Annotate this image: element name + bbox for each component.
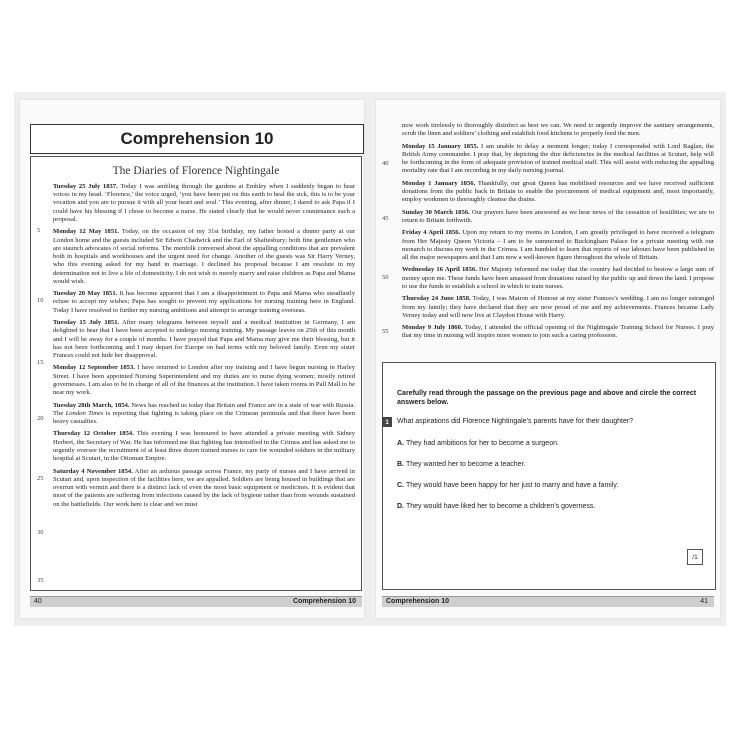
line-number: 35 <box>37 577 44 584</box>
right-page <box>376 100 720 618</box>
line-number: 10 <box>37 297 44 304</box>
question-text: What aspirations did Florence Nightingale’s parents have for their daughter? <box>397 418 634 425</box>
answer-option-c[interactable]: C. They would have been happy for her just to marry and have a family. <box>397 482 619 489</box>
diary-entry <box>53 290 355 315</box>
question-number: 1 <box>382 417 392 427</box>
entry-text: now work tirelessly to thoroughly disinfect as best we can. We need to urgently improve the sanitary arrangements, scrub the linen and soldiers’ clothing and establish food kitchens to properly feed the men. <box>402 122 714 138</box>
entry-text: News has reached us today that Britain and France are in a state of war with Russia. The <box>53 401 355 417</box>
passage-box <box>30 156 362 591</box>
line-number: 15 <box>37 359 44 366</box>
entry-date: Friday 4 April 1856. <box>402 229 461 237</box>
entry-text: This evening I was honoured to have attended a private meeting with Sidney Herbert, the Secretary of War. He has informed me that fighting has intensified in the Crimea and has asked me to urgently oversee the recruitment of at least three dozen trained nurses to care for wounded soldiers in the military hospital at Scutari, in the Ottoman Empire. <box>53 430 355 463</box>
entry-date: Monday 9 July 1860. <box>402 324 463 332</box>
entry-text: It has become apparent that I am a disappointment to Papa and Mama who steadfastly refuse to accept my wishes; Papa has sought to prevent my applications for nursing training here in England. Today I have resolved to further my nursing ambitions and attempt to arrange training overseas. <box>53 290 355 314</box>
entry-text: After an arduous passage across France, my party of nurses and I have arrived in Scutari and, upon inspection of the facilities here, we are appalled. Soldiers are being housed in buildings that are overrun with vermin and there is a distinct lack of even the most basic equipment or medicines. It is evident that most of the patients are suffering from infections caused by the lack of hygiene rather than from wounds sustained on the battlefields. Our work here is clear and we must <box>53 467 355 508</box>
answer-option-a[interactable]: A. They had ambitions for her to become a surgeon. <box>397 440 559 447</box>
diary-entry <box>402 143 714 176</box>
entry-date: Saturday 4 November 1854. <box>53 467 133 475</box>
footer-title: Comprehension 10 <box>292 598 356 605</box>
page-number: 41 <box>700 598 708 605</box>
line-number: 45 <box>382 215 389 222</box>
answer-option-d[interactable]: D. They would have liked her to become a children’s governess. <box>397 503 596 510</box>
diary-entry <box>53 183 355 224</box>
questions-box <box>382 362 716 590</box>
entry-text: I am unable to delay a moment longer; today I corresponded with Lord Raglan, the British Army commander. I pray that, by depicting the dire deficiencies in the medical facilities at Scutari, help will be forthcoming in the form of adequate provision of trained medical staff. This will assist with reducing the appalling mortality rate that I am recording in my daily nursing journal. <box>402 142 715 175</box>
entry-text: Her Majesty informed me today that the country had decided to bestow a large sum of money upon me. These funds have been amassed from donations raised by the public up and down the land. I propose to use the funds to establish a school in which to train nurses. <box>402 266 714 290</box>
line-number: 55 <box>382 328 389 335</box>
footer-bar-left <box>30 596 362 607</box>
question-instruction: Carefully read through the passage on the previous page and above and circle the correct answers below. <box>397 390 697 407</box>
entry-text: Today, I was Matron of Honour at my sister Frances’s wedding. I am no longer estranged from my family; they have declared that they are now proud of me and my achievements. Frances became Lady Verney today and will now live at Claydon House with Harry. <box>402 295 715 319</box>
entry-text: I have returned to London after my training and I have begun nursing in Harley Street. I have been appointed Nursing Superintendent and my duties are to nurse dying women; mostly retired governesses. I am also to be in charge of all of the finances at the institution. I have taken rooms in Pall Mall to be near my work. <box>53 364 355 397</box>
line-number: 40 <box>382 160 389 167</box>
line-number: 25 <box>37 475 44 482</box>
diary-entry <box>402 266 714 291</box>
entry-date: Thursday 12 October 1854. <box>53 430 134 438</box>
diary-entry <box>402 209 714 225</box>
page-number: 40 <box>34 598 42 605</box>
mark-box: /1 <box>687 549 703 565</box>
entry-text: Our prayers have been answered as we hear news of the cessation of hostilities; we are to return to Britain forthwith. <box>402 208 714 224</box>
entry-date: Tuesday 20 May 1851. <box>53 290 118 298</box>
entry-date: Sunday 30 March 1856. <box>402 208 470 216</box>
diary-entry <box>53 228 355 286</box>
footer-title: Comprehension 10 <box>386 598 450 605</box>
passage-title: The Diaries of Florence Nightingale <box>112 165 280 177</box>
line-number: 20 <box>37 415 44 422</box>
entry-date: Monday 15 January 1855. <box>402 142 479 150</box>
entry-date: Tuesday 28th March, 1854. <box>53 401 130 409</box>
entry-date: Monday 12 September 1853. <box>53 364 135 372</box>
diary-entries-right <box>402 122 714 345</box>
line-number: 50 <box>382 274 389 281</box>
entry-text: Today, on the occasion of my 31st birthday, my father hosted a dinner party at our London home and the guests included Sir Edwin Chadwick and the Earl of Shaftesbury; both fine gentlemen who are staunch advocates of social reforms. The menfolk conversed about the appalling conditions that are prevalent both in hospitals and workhouses and the urgent need for change. Another of the guests was Sir Harry Verney, who this evening asked for my hand in marriage. I declined his proposal because I am resolute in my determination not to live a life of domesticity. I do not wish to merely marry and raise children as Papa and Mama would wish. <box>53 228 356 285</box>
line-number: 30 <box>37 529 44 536</box>
diary-entry <box>53 430 355 463</box>
left-page <box>20 100 364 618</box>
entry-text: Today, I attended the official opening of the Nightingale Training School for Nurses. I pray that my time in nursing will inspire more women to join such a caring profession. <box>402 324 715 340</box>
answer-option-b[interactable]: B. They wanted her to become a teacher. <box>397 461 526 468</box>
entry-date: Thursday 24 June 1858. <box>402 295 471 303</box>
diary-entry <box>402 122 714 138</box>
diary-entry <box>402 324 714 340</box>
diary-entry <box>402 295 714 320</box>
diary-entry <box>53 468 355 509</box>
diary-entry <box>53 402 355 427</box>
line-number: 5 <box>37 227 41 234</box>
entry-text: Thankfully, our great Queen has mobilised resources and we have received sufficient donations from the public back in Britain to enable the procurement of medical equipment and, most importantly, employ workmen to thoroughly cleanse the drains. <box>402 179 714 204</box>
footer-bar-right <box>382 596 714 607</box>
entry-italic: London Times <box>65 409 104 417</box>
diary-entry <box>53 364 355 397</box>
entry-date: Wednesday 16 April 1856. <box>402 266 477 274</box>
page-title: Comprehension 10 <box>30 124 364 154</box>
entry-date: Tuesday 25 July 1837. <box>53 183 118 190</box>
entry-text: Upon my return to my rooms in London, I am greatly privileged to have received a telegram from Her Majesty Queen Victoria – I am to be summoned to Buckingham Palace for a private meeting with our monarch to discuss my work in the Crimea. I am humbled to learn that reports of our labours have been published in all the major newspapers and that I am now a well-known figure throughout the whole of Britain. <box>402 229 714 262</box>
entry-date: Monday 1 January 1856. <box>402 179 476 187</box>
entry-date: Tuesday 15 July 1851. <box>53 319 120 327</box>
entry-date: Monday 12 May 1851. <box>53 228 120 236</box>
diary-entries-left <box>53 183 355 513</box>
diary-entry <box>53 319 355 360</box>
entry-text: After many telegrams between myself and a medical institution in Germany, I am delighted to hear that I have been accepted to undergo nursing training. My passage leaves on 25th of this month and I will be away for a couple of months. I have prayed that Papa and Mama may give me their blessing, but it has not been forthcoming and I may depart for Europe on bad terms with my beloved family. Even my sister Frances could not hide her disapproval. <box>53 319 355 360</box>
entry-text: is reporting that fighting is taking place on the Crimean peninsula and that there have been heavy casualties. <box>53 409 355 426</box>
diary-entry <box>402 180 714 205</box>
entry-text: Today I was ambling through the gardens at Embley when I suddenly began to hear voices in my head. ‘Florence,’ the voice urged, ‘you have been put on this earth to heal the sick, this is to be your vocation and you are to pursue it with all your heart and soul.’ This evening, after dinner, I dared to ask Papa if I could have his blessing if I chose to become a nurse. He stated clearly that he would never countenance such a proposal. <box>53 183 355 223</box>
diary-entry <box>402 229 714 262</box>
